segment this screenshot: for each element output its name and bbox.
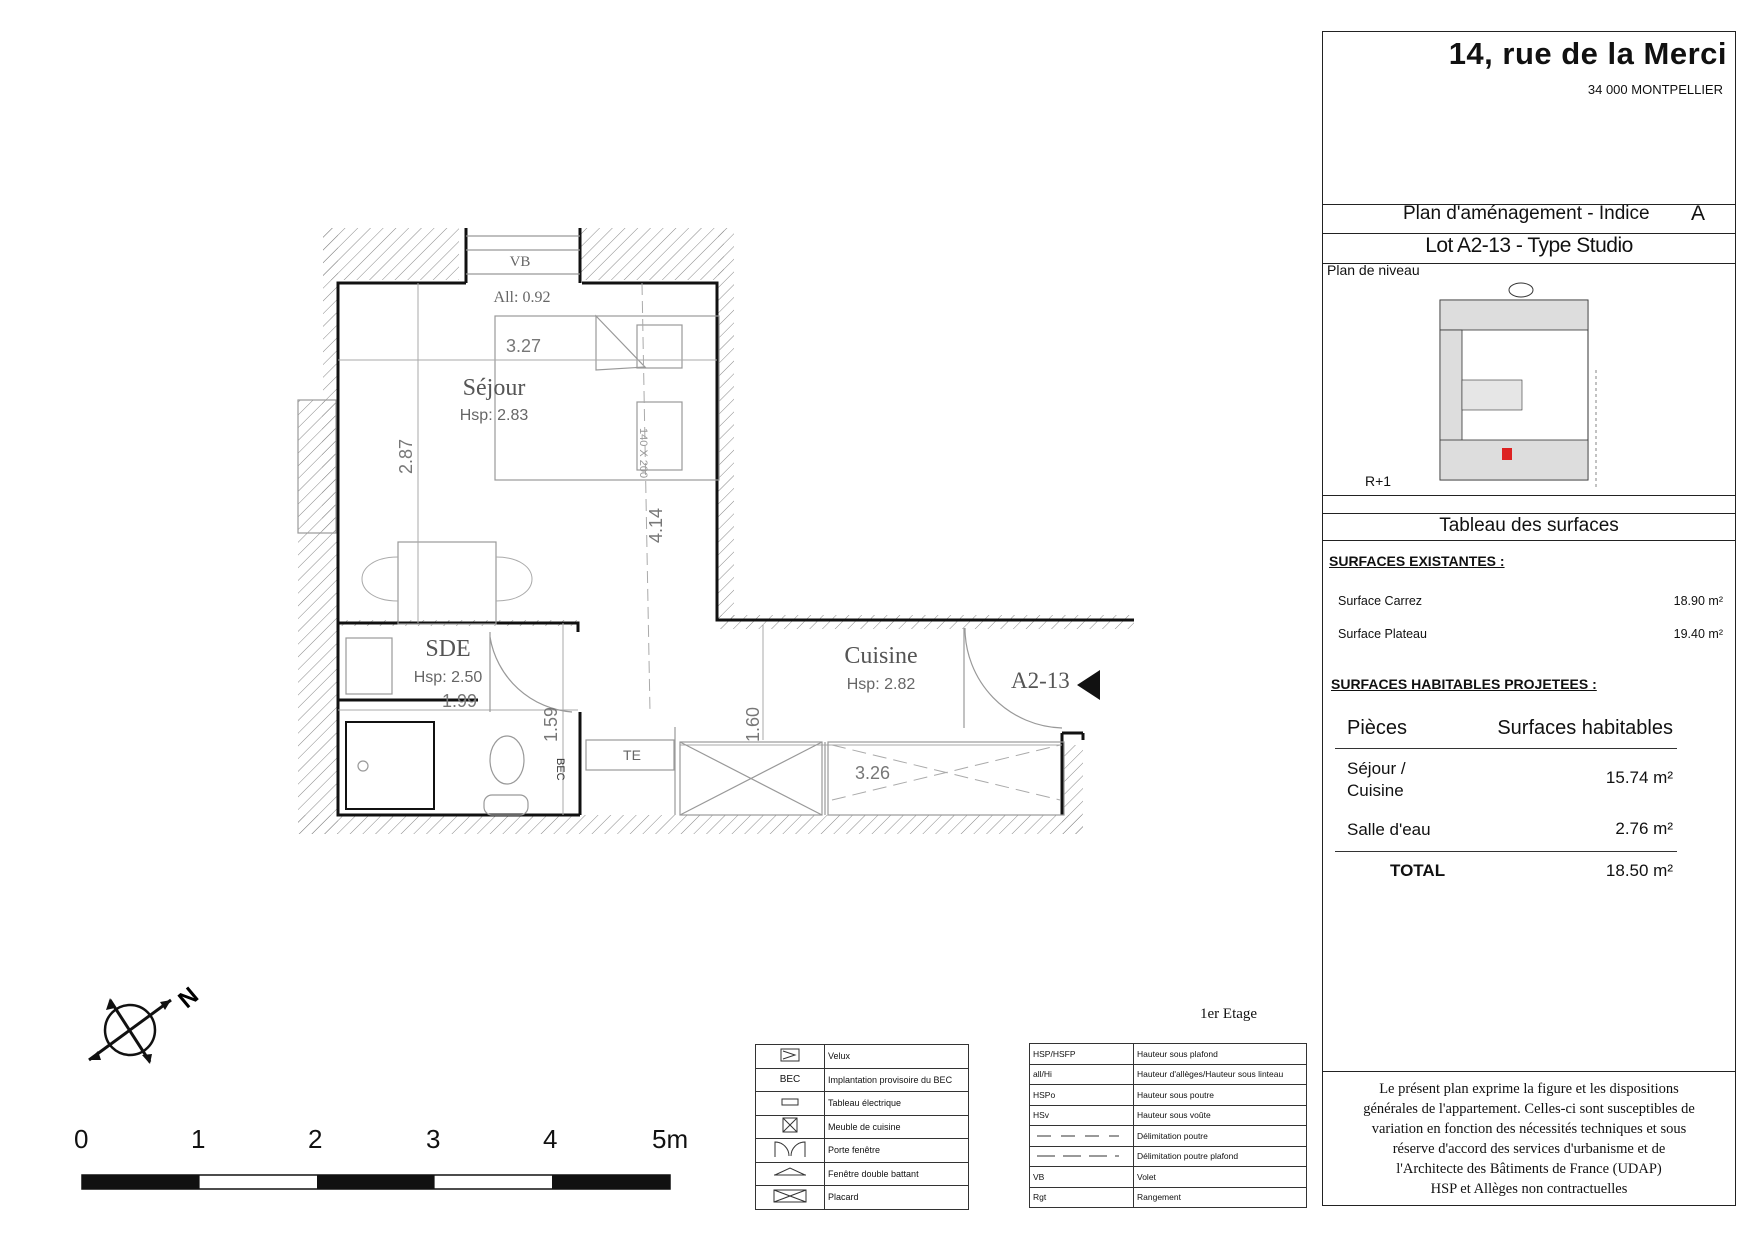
french-door-icon [756,1139,825,1163]
row-sde-room: Salle d'eau [1347,820,1431,839]
legend-abbr: Rgt [1030,1187,1134,1208]
room-sde-name: SDE [425,636,471,662]
ceiling-beam-line-icon [1030,1146,1134,1167]
allege-label: All: 0.92 [493,289,551,306]
legend-row [756,1186,969,1210]
room-sejour-name: Séjour [462,375,526,401]
beam-line-icon [1030,1126,1134,1147]
te-label: TE [623,747,641,763]
disclaimer [1323,1079,1735,1199]
dining-table [362,542,532,624]
legend-row [1030,1146,1307,1167]
table-rule [1335,748,1677,749]
legend-row [756,1139,969,1163]
col-surface-header: Surfaces habitables [1497,717,1673,739]
row-sde-value: 2.76 m² [1615,819,1673,838]
scale-label-4: 4 [543,1124,558,1154]
legend-row [756,1115,969,1139]
room-cuisine-name: Cuisine [844,643,918,669]
disclaimer-line: réserve d'accord des services d'urbanisme et de [1392,1141,1666,1157]
surface-carrez-label: Surface Carrez [1338,594,1423,608]
legend-row [1030,1105,1307,1126]
bathroom-fixtures [346,638,528,815]
dim-326: 3.26 [855,763,891,783]
legend-label: Fenêtre double battant [825,1162,969,1186]
legend-abbr: all/Hi [1030,1064,1134,1085]
legend-row [756,1068,969,1092]
scale-label-3: 3 [426,1124,441,1154]
doors [490,628,1062,728]
surface-plateau-label: Surface Plateau [1338,627,1427,641]
room-cuisine-hsp: Hsp: 2.82 [846,676,916,693]
disclaimer-line: Le présent plan exprime la figure et les dispositions [1379,1081,1679,1097]
lot-title: Lot A2-13 - Type Studio [1425,234,1633,257]
divider [1323,513,1735,514]
dimension-lines [338,283,1062,815]
surface-plateau-value: 19.40 m² [1673,627,1723,641]
dim-160: 1.60 [743,706,763,742]
room-line1: Séjour / [1347,759,1406,778]
legend-row [1030,1187,1307,1208]
legend-label: Hauteur sous plafond [1134,1044,1307,1065]
divider [1323,495,1735,496]
walls [338,228,1134,815]
room-sde-hsp: Hsp: 2.50 [413,669,483,686]
legend-label: Tableau électrique [825,1092,969,1116]
legend-label: Implantation provisoire du BEC [825,1068,969,1092]
legend-label: Porte fenêtre [825,1139,969,1163]
surface-carrez-value: 18.90 m² [1673,594,1723,608]
bed-size-label: 140 X 200 [637,428,649,479]
scale-label-0: 0 [74,1124,89,1154]
legend-row [1030,1064,1307,1085]
col-room-header: Pièces [1347,717,1408,739]
legend-label: Placard [825,1186,969,1210]
legend-row [1030,1044,1307,1065]
legend-label: Hauteur sous voûte [1134,1105,1307,1126]
dim-287: 2.87 [396,438,416,474]
room-line2: Cuisine [1347,781,1404,800]
total-value: 18.50 m² [1605,861,1673,880]
title-block [1322,31,1736,1206]
legend-row [756,1162,969,1186]
legend-abbr: HSPo [1030,1085,1134,1106]
row-sejour-value: 15.74 m² [1605,768,1673,787]
legend-symbols [755,1044,969,1210]
legend-row [1030,1126,1307,1147]
legend-label: Délimitation poutre plafond [1134,1146,1307,1167]
surfaces-title: Tableau des surfaces [1439,515,1619,536]
dim-327: 3.27 [506,336,542,356]
plan-title: Plan d'aménagement - Indice [1403,203,1650,224]
legend-abbreviations [1029,1043,1307,1208]
double-window-icon [756,1162,825,1186]
kitchen-unit-icon [756,1115,825,1139]
disclaimer-line: générales de l'appartement. Celles-ci sont susceptibles de [1363,1101,1695,1117]
scale-bar [82,1175,670,1189]
level-label: Plan de niveau [1327,262,1420,278]
total-label: TOTAL [1390,861,1446,880]
legend-abbr: HSP/HSFP [1030,1044,1134,1065]
electric-panel-icon [756,1092,825,1116]
divider [1323,1071,1735,1072]
lot-tag: A2-13 [1011,668,1070,693]
projected-heading: SURFACES HABITABLES PROJETEES : [1331,676,1597,692]
bec-icon: BEC [756,1068,825,1092]
table-rule [1335,851,1677,852]
existing-heading: SURFACES EXISTANTES : [1329,553,1505,569]
divider [1323,540,1735,541]
scale-label-1: 1 [191,1124,206,1154]
dim-159: 1.59 [541,706,561,742]
legend-row [1030,1085,1307,1106]
legend-label: Velux [825,1045,969,1069]
address-street: 14, rue de la Merci [1448,36,1727,71]
legend-label: Volet [1134,1167,1307,1188]
north-label: N [173,981,204,1014]
legend-label: Hauteur d'allèges/Hauteur sous linteau [1134,1064,1307,1085]
level-value: R+1 [1365,473,1392,489]
disclaimer-line: variation en fonction des nécessités techniques et sous [1371,1121,1687,1137]
vb-label: VB [509,254,531,270]
dim-199: 1.99 [442,691,478,711]
legend-label: Meuble de cuisine [825,1115,969,1139]
scale-label-5: 5m [652,1124,689,1154]
dim-414: 4.14 [646,507,666,543]
legend-row [756,1045,969,1069]
disclaimer-line: l'Architecte des Bâtiments de France (UDAP) [1396,1161,1662,1177]
bec-label: BEC [554,758,566,781]
row-sejour-room [1347,758,1406,802]
velux-icon [756,1045,825,1069]
legend-abbr: VB [1030,1167,1134,1188]
legend-row [756,1092,969,1116]
floor-name: 1er Etage [1200,1006,1258,1022]
plan-indice: A [1691,202,1706,225]
disclaimer-line: HSP et Allèges non contractuelles [1430,1181,1628,1197]
legend-abbr: HSv [1030,1105,1134,1126]
north-compass [89,982,204,1064]
legend-label: Délimitation poutre [1134,1126,1307,1147]
room-sejour-hsp: Hsp: 2.83 [459,407,529,424]
legend-label: Rangement [1134,1187,1307,1208]
legend-label: Hauteur sous poutre [1134,1085,1307,1106]
closet-icon [756,1186,825,1210]
entry-arrow-icon [1077,670,1100,700]
scale-label-2: 2 [308,1124,323,1154]
address-city: 34 000 MONTPELLIER [1587,82,1723,97]
legend-row [1030,1167,1307,1188]
